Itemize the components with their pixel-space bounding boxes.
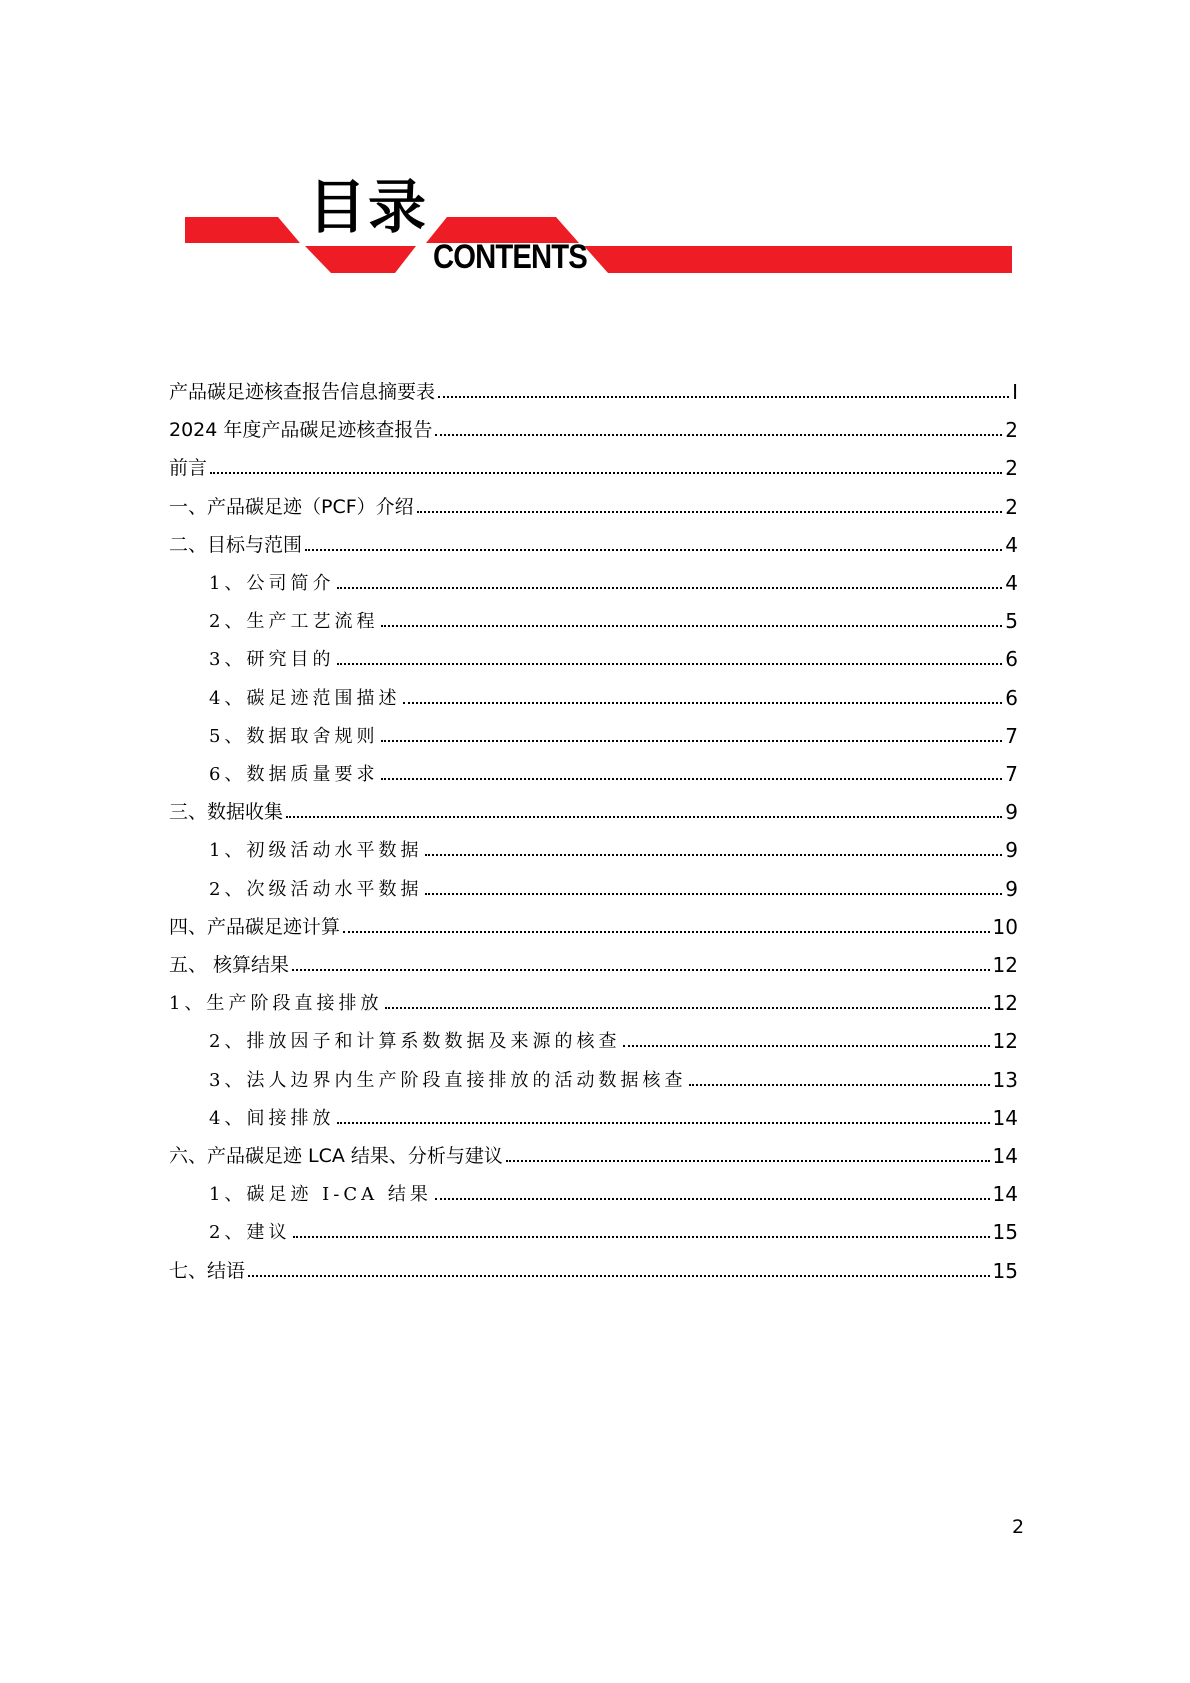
toc-leader-dots — [305, 549, 1002, 551]
toc-leader-dots — [337, 1122, 989, 1124]
banner-left-lower-stripe — [305, 246, 416, 273]
toc-entry-label: 1、生产阶段直接排放 — [169, 993, 383, 1015]
toc-leader-dots — [435, 434, 1002, 436]
toc-leader-dots — [417, 511, 1003, 513]
page-number: 2 — [1012, 1516, 1025, 1538]
toc-entry-page: 12 — [992, 991, 1018, 1016]
toc-entry[interactable] — [209, 561, 1018, 593]
toc-leader-dots — [425, 854, 1002, 856]
toc-entry-label: 产品碳足迹核查报告信息摘要表 — [169, 381, 436, 403]
toc-leader-dots — [689, 1084, 989, 1086]
toc-entry-page: 2 — [1005, 418, 1018, 443]
toc-entry-page: 6 — [1005, 685, 1018, 710]
toc-entry-label: 六、产品碳足迹 LCA 结果、分析与建议 — [169, 1145, 503, 1167]
toc-entry[interactable] — [209, 599, 1018, 634]
toc-leader-dots — [337, 663, 1002, 665]
toc-entry-page: 9 — [1005, 876, 1018, 901]
toc-entry-page: 9 — [1005, 800, 1018, 825]
toc-entry-page: 14 — [992, 1182, 1018, 1207]
toc-entry-page: 12 — [992, 953, 1018, 977]
toc-entry[interactable] — [169, 370, 1018, 402]
toc-entry-page: 14 — [992, 1105, 1018, 1130]
toc-entry-label: 1、公司简介 — [209, 573, 335, 594]
toc-entry[interactable] — [169, 523, 1018, 555]
toc-entry-label: 2、排放因子和计算系数数据及来源的核查 — [209, 1031, 621, 1053]
toc-entry-label: 4、间接排放 — [209, 1107, 335, 1129]
toc-entry-label: 前言 — [169, 457, 208, 480]
toc-entry[interactable] — [209, 637, 1018, 672]
toc-entry-label: 七、结语 — [169, 1259, 246, 1282]
toc-leader-dots — [623, 1045, 989, 1047]
toc-entry-label: 2、建议 — [209, 1222, 291, 1244]
toc-entry-label: 三、数据收集 — [169, 801, 284, 824]
toc-entry-label: 二、目标与范围 — [169, 533, 303, 556]
toc-entry-label: 四、产品碳足迹计算 — [169, 915, 341, 938]
toc-entry[interactable] — [169, 485, 1018, 517]
toc-entry[interactable] — [209, 1019, 1018, 1054]
toc-entry-page: 6 — [1005, 647, 1018, 672]
toc-entry-label: 3、法人边界内生产阶段直接排放的活动数据核查 — [209, 1069, 687, 1091]
toc-entry-page: 15 — [992, 1258, 1018, 1283]
toc-entry-label: 4、碳足迹范围描述 — [209, 687, 401, 709]
toc-entry[interactable] — [169, 790, 1018, 825]
toc-entry-page: 10 — [992, 914, 1018, 939]
toc-entry-page: I — [1012, 380, 1018, 404]
toc-leader-dots — [210, 472, 1002, 474]
banner-left-stripe — [185, 217, 300, 243]
toc-leader-dots — [381, 740, 1002, 742]
toc-entry[interactable] — [209, 676, 1018, 708]
toc-entry-page: 15 — [992, 1220, 1018, 1245]
toc-leader-dots — [248, 1275, 990, 1277]
toc-entry-label: 1、碳足迹 I-CA 结果 — [209, 1184, 432, 1206]
toc-entry-label: 1、初级活动水平数据 — [209, 840, 423, 862]
toc-leader-dots — [381, 778, 1002, 780]
toc-leader-dots — [403, 702, 1002, 704]
toc-leader-dots — [286, 816, 1002, 818]
toc-entry[interactable] — [169, 1134, 1018, 1166]
toc-leader-dots — [435, 1198, 990, 1200]
contents-title-cn: 目录 — [308, 173, 429, 241]
toc-entry-page: 4 — [1005, 532, 1018, 557]
toc-entry-label: 6、数据质量要求 — [209, 764, 379, 785]
toc-entry-label: 2、生产工艺流程 — [209, 611, 379, 633]
toc-leader-dots — [292, 969, 990, 971]
toc-entry-page: 7 — [1005, 723, 1018, 748]
toc-entry[interactable] — [209, 1210, 1018, 1245]
toc-entry-page: 13 — [992, 1067, 1018, 1092]
toc-entry-page: 14 — [992, 1144, 1018, 1168]
toc-entry[interactable] — [169, 905, 1018, 937]
toc-leader-dots — [385, 1007, 989, 1009]
banner-right-stripe — [584, 246, 1012, 273]
toc-entry[interactable] — [169, 943, 1018, 975]
toc-entry-page: 4 — [1005, 571, 1018, 595]
toc-entry[interactable] — [169, 408, 1018, 443]
toc-entry-label: 一、产品碳足迹（PCF）介绍 — [169, 495, 414, 518]
toc-entry-page: 7 — [1005, 762, 1018, 786]
toc-entry[interactable] — [169, 981, 1018, 1016]
toc-entry-label: 五、 核算结果 — [169, 954, 290, 976]
toc-entry[interactable] — [209, 867, 1018, 899]
toc-leader-dots — [337, 587, 1002, 589]
toc-entry-page: 12 — [992, 1029, 1018, 1054]
toc-leader-dots — [438, 396, 1009, 398]
toc-entry[interactable] — [209, 1172, 1018, 1207]
toc-entry-page: 9 — [1005, 838, 1018, 863]
toc-entry[interactable] — [209, 714, 1018, 746]
contents-banner — [0, 0, 1190, 300]
toc-entry-label: 2024 年度产品碳足迹核查报告 — [169, 419, 433, 442]
toc-entry[interactable] — [209, 752, 1018, 784]
toc-entry-label: 2、次级活动水平数据 — [209, 878, 423, 900]
toc-entry[interactable] — [209, 1096, 1018, 1128]
toc-entry-page: 5 — [1005, 609, 1018, 634]
toc-entry[interactable] — [169, 446, 1018, 481]
contents-title-en: CONTENTS — [433, 238, 587, 276]
toc-entry-page: 2 — [1005, 494, 1018, 519]
toc-entry[interactable] — [209, 828, 1018, 863]
toc-entry-page: 2 — [1005, 456, 1018, 481]
toc-entry[interactable] — [169, 1249, 1018, 1281]
toc-entry-label: 3、研究目的 — [209, 649, 335, 671]
toc-entry-label: 5、数据取舍规则 — [209, 725, 379, 747]
toc-leader-dots — [425, 893, 1002, 895]
toc-entry[interactable] — [209, 1058, 1018, 1090]
toc-leader-dots — [293, 1236, 989, 1238]
toc-leader-dots — [506, 1160, 990, 1162]
toc-leader-dots — [343, 931, 990, 933]
toc-leader-dots — [381, 625, 1002, 627]
